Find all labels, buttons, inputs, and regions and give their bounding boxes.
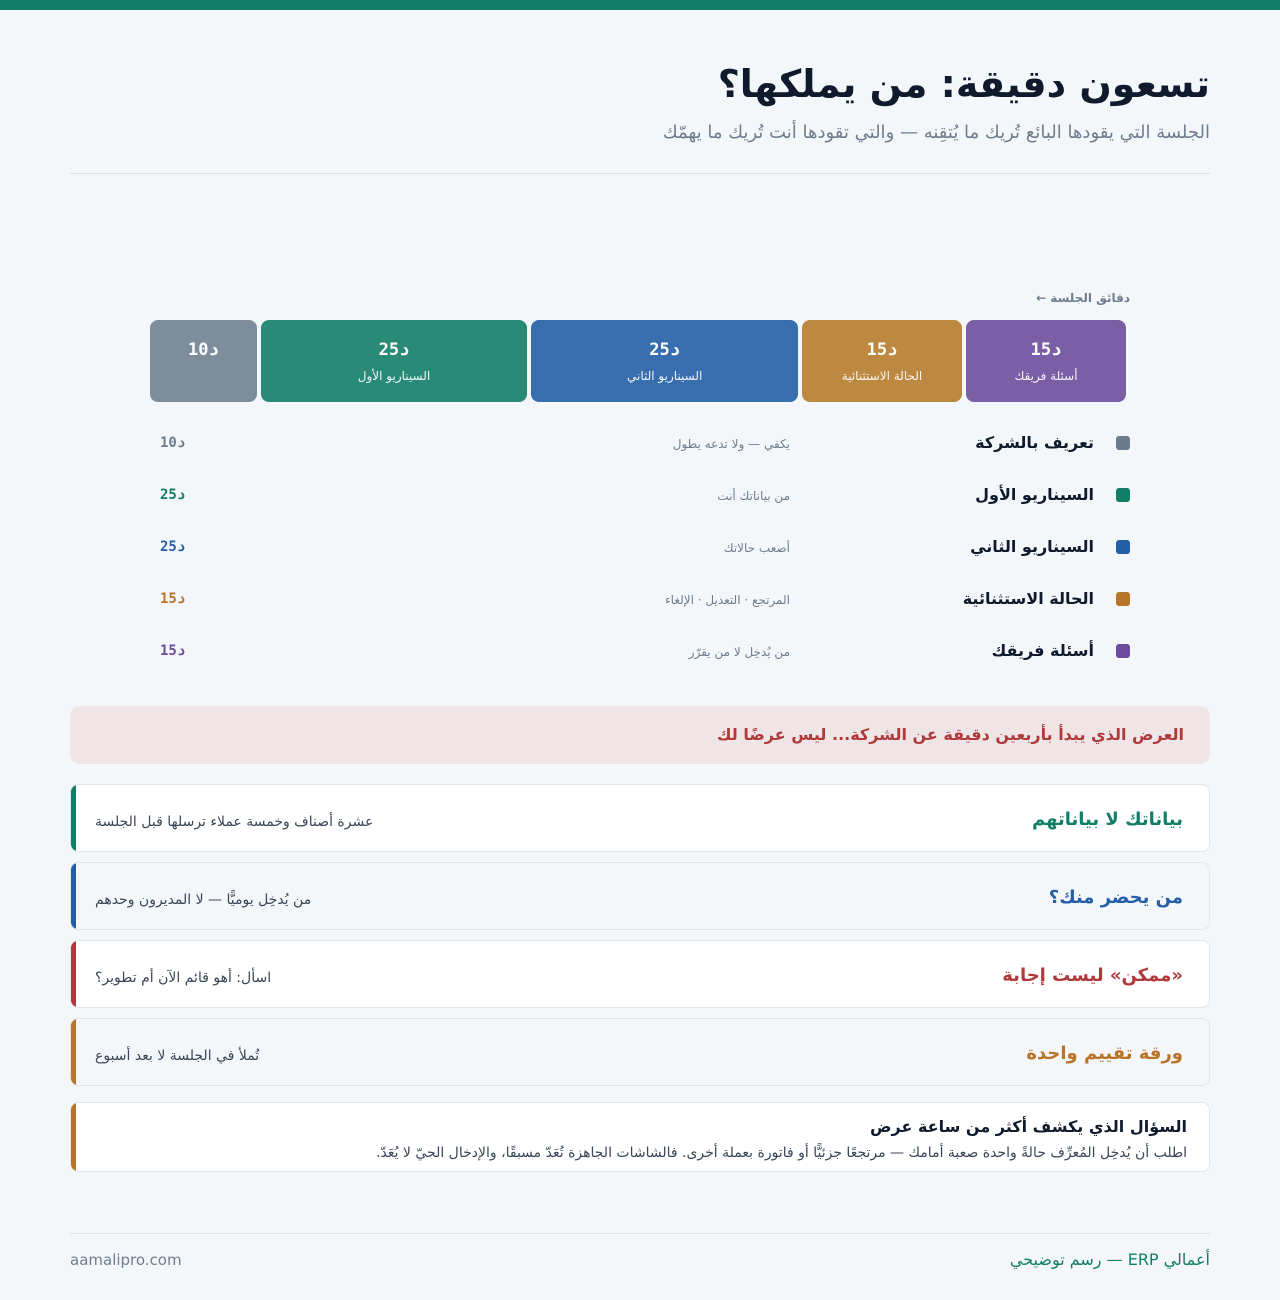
timeline-segment-company-intro (150, 320, 257, 402)
footer-divider (70, 1233, 1210, 1234)
segment-minutes: 10د (187, 340, 219, 360)
legend-note: أصعب حالاتك (723, 541, 790, 555)
page-header (70, 58, 1210, 146)
page-title: تسعون دقيقة: من يملكها؟ (717, 62, 1210, 106)
legend-minutes: 10د (160, 435, 186, 451)
card-note: من يُدخِل يوميًّا — لا المديرون وحدهم (95, 892, 312, 908)
segment-minutes: 25د (649, 340, 681, 360)
legend-minutes: 25د (160, 539, 186, 555)
segment-label: أسئلة فريقك (1014, 369, 1078, 383)
legend-swatch (1116, 436, 1130, 450)
card-accent-bar (71, 1019, 76, 1085)
card-title: بياناتك لا بياناتهم (1032, 809, 1183, 830)
legend-minutes: 25د (160, 487, 186, 503)
card-note: تُملأ في الجلسة لا بعد أسبوع (95, 1048, 260, 1064)
legend-note: من بياناتك أنت (717, 489, 790, 503)
timeline-legend (150, 418, 1130, 678)
legend-minutes: 15د (160, 643, 186, 659)
advice-card-attendees (70, 862, 1210, 930)
legend-note: من يُدخِل لا من يقرّر (688, 645, 790, 659)
warning-banner (70, 706, 1210, 764)
timeline-segment-exception (802, 320, 962, 402)
legend-name: السيناريو الثاني (970, 537, 1094, 556)
card-accent-bar (71, 785, 76, 851)
session-timeline (150, 320, 1126, 402)
timeline-segment-team-questions (966, 320, 1126, 402)
card-accent-bar (71, 941, 76, 1007)
legend-name: أسئلة فريقك (991, 641, 1094, 660)
legend-name: الحالة الاستثنائية (962, 589, 1094, 608)
timeline-segment-scenario-two (531, 320, 798, 402)
legend-row (150, 626, 1130, 678)
legend-swatch (1116, 592, 1130, 606)
card-title: «ممكن» ليست إجابة (1002, 965, 1183, 986)
card-title: ورقة تقييم واحدة (1026, 1043, 1183, 1064)
tip-text: اطلب أن يُدخِل المُعرِّف حالةً واحدة صعبة أمامك — مرتجعًا جزئيًّا أو فاتورة بعملة أخرى. فالشاشات الجاهزة تُعَدّ مسبقًا، والإدخال الحيّ لا يُعَدّ. (376, 1145, 1187, 1161)
segment-minutes: 15د (1030, 340, 1062, 360)
warning-text: العرض الذي يبدأ بأربعين دقيقة عن الشركة... ليس عرضًا لك (716, 725, 1184, 744)
advice-card-possible (70, 940, 1210, 1008)
segment-label: الحالة الاستثنائية (841, 369, 923, 383)
segment-minutes: 15د (866, 340, 898, 360)
legend-name: تعريف بالشركة (975, 433, 1094, 452)
legend-note: يكفي — ولا تدعه يطول (672, 437, 790, 451)
legend-minutes: 15د (160, 591, 186, 607)
tip-title: السؤال الذي يكشف أكثر من ساعة عرض (870, 1117, 1187, 1136)
timeline-axis-label: دقائق الجلسة ← (1036, 291, 1130, 305)
header-divider (70, 173, 1210, 174)
legend-swatch (1116, 488, 1130, 502)
legend-row (150, 522, 1130, 574)
footer-brand: أعمالي ERP — رسم توضيحي (1009, 1250, 1210, 1269)
segment-label: السيناريو الأول (357, 369, 431, 383)
legend-row (150, 470, 1130, 522)
legend-name: السيناريو الأول (975, 485, 1094, 504)
key-question-box (70, 1102, 1210, 1172)
advice-card-your-data (70, 784, 1210, 852)
legend-swatch (1116, 644, 1130, 658)
legend-swatch (1116, 540, 1130, 554)
card-note: عشرة أصناف وخمسة عملاء ترسلها قبل الجلسة (95, 814, 374, 830)
legend-row (150, 574, 1130, 626)
top-accent-bar (0, 0, 1280, 10)
timeline-segment-scenario-one (261, 320, 528, 402)
segment-minutes: 25د (378, 340, 410, 360)
advice-card-scoresheet (70, 1018, 1210, 1086)
legend-note: المرتجع · التعديل · الإلغاء (665, 593, 790, 607)
card-note: اسأل: أهو قائم الآن أم تطوير؟ (95, 970, 272, 986)
card-accent-bar (71, 863, 76, 929)
segment-label: السيناريو الثاني (626, 369, 703, 383)
page-subtitle: الجلسة التي يقودها البائع تُريك ما يُتقِنه — والتي تقودها أنت تُريك ما يهمّك (662, 122, 1210, 143)
card-title: من يحضر منك؟ (1048, 887, 1183, 908)
tip-accent-bar (71, 1103, 76, 1171)
footer-site: aamalipro.com (70, 1251, 182, 1269)
legend-row (150, 418, 1130, 470)
